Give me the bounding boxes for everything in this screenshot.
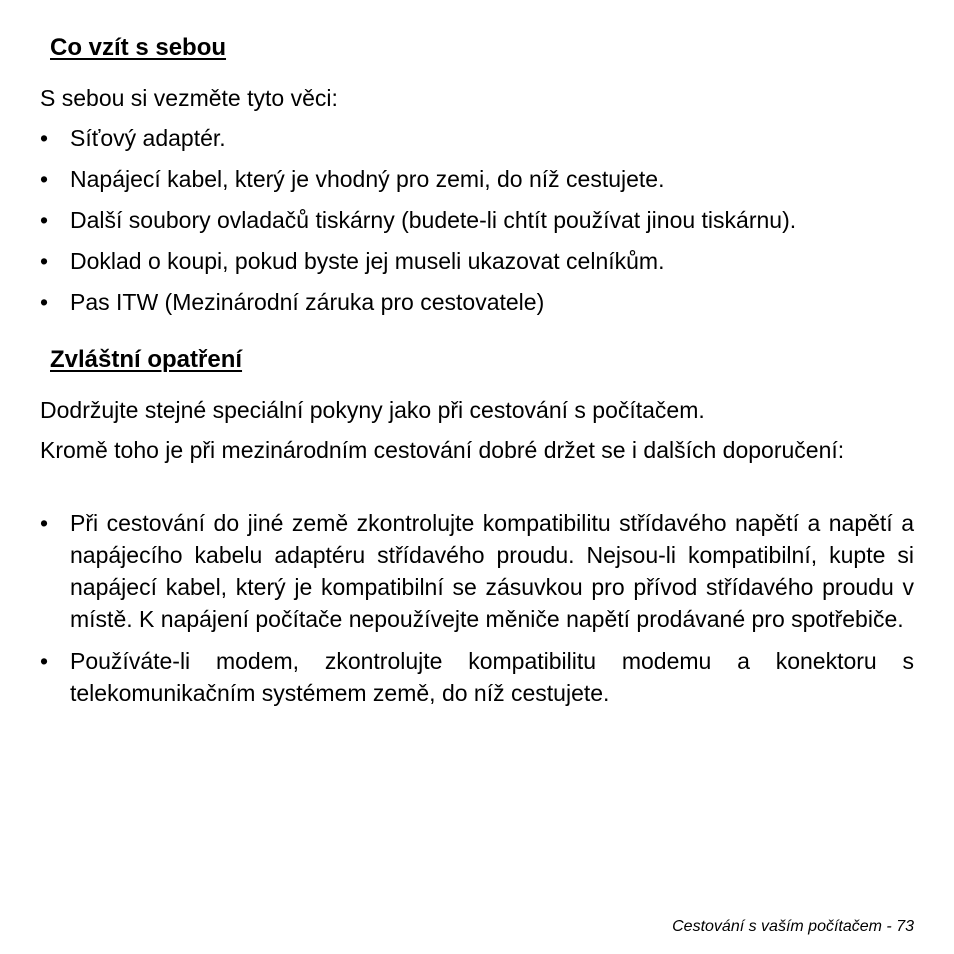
list-item [40, 245, 914, 277]
list-item [40, 122, 914, 154]
intro-text: S sebou si vezměte tyto věci: [40, 85, 338, 111]
precautions-list [40, 507, 914, 709]
bullet-icon: • [40, 207, 49, 233]
paragraph-1: Dodržujte stejné speciální pokyny jako při cestování s počítačem. [40, 397, 705, 423]
list-item-text: Napájecí kabel, který je vhodný pro zemi, do níž cestujete. [70, 166, 665, 192]
bullet-icon: • [40, 166, 49, 192]
list-item-text: Používáte-li modem, zkontrolujte kompatibilitu modemu a konektoru s telekomunikačním systémem země, do níž cestujete. [70, 648, 914, 706]
bullet-icon: • [40, 248, 49, 274]
bullet-icon: • [40, 510, 49, 536]
list-item [40, 507, 914, 635]
bullet-icon: • [40, 125, 49, 151]
items-to-take-list [40, 122, 914, 318]
list-item-text: Při cestování do jiné země zkontrolujte kompatibilitu střídavého napětí a napětí a napájecího kabelu adaptéru střídavého proudu. Nejsou-li kompatibilní, kupte si napájecí kabel, který je kompatibilní se zásuvkou pro přívod střídavého proudu v místě. K napájení počítače nepoužívejte měniče napětí prodávané pro spotřebiče. [70, 510, 914, 632]
bullet-icon: • [40, 289, 49, 315]
section-heading-what-to-take: Co vzít s sebou [50, 34, 227, 61]
list-item-text: Síťový adaptér. [70, 125, 226, 151]
list-item [40, 204, 914, 236]
bullet-icon: • [40, 648, 49, 674]
section-heading-special-precautions: Zvláštní opatření [50, 346, 243, 373]
list-item [40, 286, 914, 318]
paragraph-2: Kromě toho je při mezinárodním cestování dobré držet se i dalších doporučení: [40, 437, 845, 463]
list-item [40, 163, 914, 195]
list-item-text: Další soubory ovladačů tiskárny (budete-li chtít používat jinou tiskárnu). [70, 207, 797, 233]
page-footer: Cestování s vaším počítačem - 73 [672, 918, 914, 935]
list-item [40, 645, 914, 709]
list-item-text: Pas ITW (Mezinárodní záruka pro cestovatele) [70, 289, 545, 315]
list-item-text: Doklad o koupi, pokud byste jej museli ukazovat celníkům. [70, 248, 665, 274]
